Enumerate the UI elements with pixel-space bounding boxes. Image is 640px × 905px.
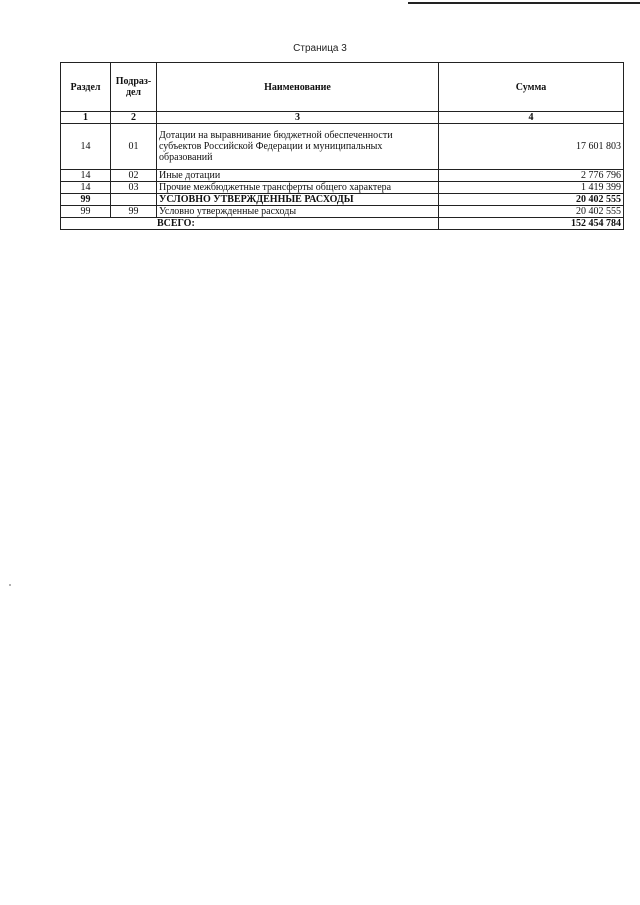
total-label: ВСЕГО:	[61, 218, 439, 230]
row-section: 99	[61, 206, 111, 218]
column-number: 4	[439, 112, 624, 124]
row-subsection	[111, 194, 157, 206]
column-number: 2	[111, 112, 157, 124]
column-number-row	[61, 112, 624, 124]
row-name: Дотации на выравнивание бюджетной обеспеченности субъектов Российской Федерации и муниципальных образований	[157, 124, 439, 170]
row-amount: 20 402 555	[439, 194, 624, 206]
table-row	[61, 170, 624, 182]
table-row	[61, 124, 624, 170]
table-row	[61, 182, 624, 194]
row-amount: 2 776 796	[439, 170, 624, 182]
header-name: Наименование	[157, 63, 439, 112]
header-subsection: Подраз-дел	[111, 63, 157, 112]
row-section: 14	[61, 182, 111, 194]
row-section: 14	[61, 170, 111, 182]
table-row	[61, 194, 624, 206]
budget-table	[60, 62, 624, 230]
column-number: 3	[157, 112, 439, 124]
row-subsection: 01	[111, 124, 157, 170]
column-number: 1	[61, 112, 111, 124]
table-header-row	[61, 63, 624, 112]
row-amount: 17 601 803	[439, 124, 624, 170]
row-subsection: 99	[111, 206, 157, 218]
row-name: Прочие межбюджетные трансферты общего характера	[157, 182, 439, 194]
table-row	[61, 206, 624, 218]
row-subsection: 02	[111, 170, 157, 182]
page-number-label: Страница 3	[293, 43, 347, 54]
row-subsection: 03	[111, 182, 157, 194]
header-amount: Сумма	[439, 63, 624, 112]
row-name: УСЛОВНО УТВЕРЖДЕННЫЕ РАСХОДЫ	[157, 194, 439, 206]
row-name: Условно утвержденные расходы	[157, 206, 439, 218]
header-section: Раздел	[61, 63, 111, 112]
total-row	[61, 218, 624, 230]
scan-speck	[9, 584, 11, 586]
row-section: 14	[61, 124, 111, 170]
top-edge-rule	[408, 2, 640, 4]
row-name: Иные дотации	[157, 170, 439, 182]
total-amount: 152 454 784	[439, 218, 624, 230]
row-amount: 1 419 399	[439, 182, 624, 194]
row-amount: 20 402 555	[439, 206, 624, 218]
row-section: 99	[61, 194, 111, 206]
